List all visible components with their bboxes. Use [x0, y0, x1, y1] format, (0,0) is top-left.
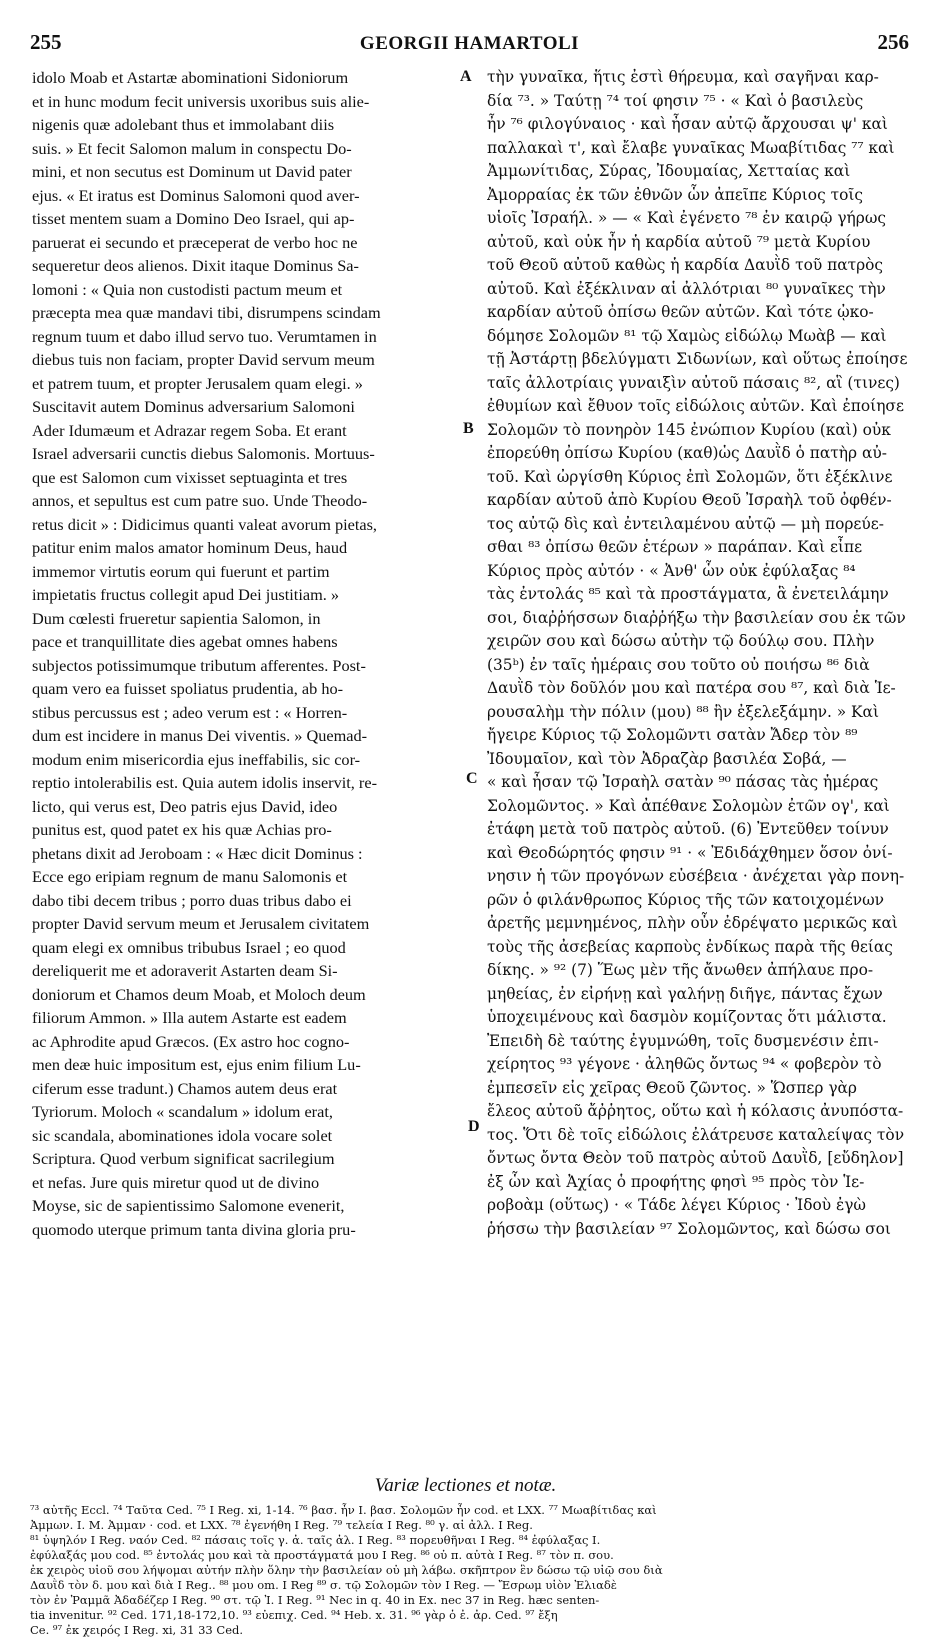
latin-text-line: Ecce ego eripiam regnum de manu Salomonis et [32, 867, 348, 886]
latin-text-line: suis. » Et fecit Salomon malum in conspectu Do- [32, 138, 352, 158]
notes-block [30, 1503, 910, 1638]
greek-text-line: Σολομῶν τὸ πονηρὸν 145 ἐνώπιον Κυρίου (καὶ) οὐκ [487, 420, 891, 439]
latin-text-line: patitur enim malos amator hominum Deus, haud [32, 538, 348, 557]
latin-text-line: filiorum Ammon. » Illa autem Astarte est eadem [32, 1008, 347, 1027]
latin-text-line: quomodo uterque primum tanta divina gloria pru- [32, 1219, 356, 1239]
greek-text-line: παλλακαὶ τ', καὶ ἔλαβε γυναῖκας Μωαβίτιδας ⁷⁷ καὶ [487, 138, 895, 157]
note-line: τὸν ἐν Ῥαμμᾶ Ἀδαδέζερ I Reg. ⁹⁰ στ. τῷ Ἰ. I Reg. ⁹¹ Nec in q. 40 in Ex. nec 37 in Reg. hæc senten- [30, 1593, 600, 1607]
greek-text-line: τῇ Ἀστάρτῃ βδελύγματι Σιδωνίων, καὶ οὕτως ἐποίησε [487, 350, 908, 368]
greek-text-line: ἦν ⁷⁶ φιλογύναιος · καὶ ἦσαν αὐτῷ ἄρχουσαι ψ' καὶ [487, 115, 888, 133]
latin-text-line: sic scandala, abominationes idola vocare solet [32, 1125, 333, 1145]
note-line: ἐκ χειρὸς υἱοῦ σου λήψομαι αὐτήν πλὴν ὅλην τὴν βασιλείαν οὐ μὴ λάβω. σκῆπτρον ἓν δώσω τῷ υἱῷ σου διὰ [30, 1563, 663, 1577]
greek-text-line: υἱοῖς Ἰσραήλ. » — « Καὶ ἐγένετο ⁷⁸ ἐν καιρῷ γήρως [487, 209, 886, 227]
note-line: Ce. ⁹⁷ ἐκ χειρός I Reg. xi, 31 33 Ced. [30, 1623, 244, 1637]
greek-text-line: ροβοὰμ (οὕτως) · « Τάδε λέγει Κύριος · Ἰδοὺ ἐγὼ [487, 1196, 866, 1214]
latin-text-line: nigenis quæ adolebant thus et immolabant diis [32, 115, 335, 134]
latin-text-line: modum enim misericordia ejus ineffabilis, sic cor- [32, 749, 361, 769]
greek-text-line: ὄντως ὄντα Θεὸν τοῦ πατρὸς αὐτοῦ Δαυῒδ, [εὔδηλον] [487, 1149, 904, 1167]
greek-text-line: καρδίαν αὐτοῦ ὀπίσω θεῶν αὐτῶν. Καὶ τότε ᾠκο- [487, 303, 874, 321]
latin-text-line: propter David servum meum et Jerusalem civitatem [32, 914, 370, 933]
section-marker-c: C [466, 770, 478, 787]
latin-text-line: reptio intolerabilis est. Quia autem idolis inservit, re- [32, 773, 377, 792]
greek-text-line: ἤγειρε Κύριος τῷ Σολομῶντι σατὰν Ἄδερ τὸν ⁸⁹ [487, 726, 858, 744]
note-line: tia invenitur. ⁹² Ced. 171,18-172,10. ⁹³ εὐεπιχ. Ced. ⁹⁴ Heb. x. 31. ⁹⁶ γὰρ ὁ ἐ. ἀρ. Ced. ⁹⁷ ἔξη [30, 1608, 558, 1622]
latin-text-line: Israel adversarii cunctis diebus Salomonis. Mortuus- [32, 444, 375, 463]
latin-text-line: retus dicit » : Didicimus quanti valeat avorum pietas, [32, 514, 377, 534]
greek-text-line: νησιν ἡ τῶν προγόνων εὐσέβεια · ἀνέχεται γὰρ πονη- [487, 867, 905, 885]
latin-text-line: men deæ huic impositum est, ejus enim filium Lu- [32, 1055, 361, 1074]
latin-text-line: Moyse, sic de sapientissimo Salomone evenerit, [32, 1196, 345, 1215]
greek-text-line: τοῦ. Καὶ ὠργίσθη Κύριος ἐπὶ Σολομῶν, ὅτι ἐξέκλινε [487, 467, 893, 486]
latin-column [32, 66, 457, 1241]
section-marker-a: A [460, 68, 472, 85]
greek-text-line: σθαι ⁸³ ὀπίσω θεῶν ἑτέρων » παράπαν. Καὶ εἶπε [487, 538, 863, 556]
latin-text-line: idolo Moab et Astartæ abominationi Sidoniorum [32, 68, 349, 87]
latin-text-line: ciferum esse tradunt.) Chamos autem deus erat [32, 1078, 338, 1098]
section-marker-d: D [468, 1118, 480, 1135]
greek-text-line: σοι, διαῤῥήσσων διαῤῥήξω τὴν βασιλείαν σου ἐκ τῶν [487, 608, 906, 627]
latin-text-line: dabo tibi decem tribus ; porro duas tribus dabo ei [32, 890, 352, 910]
latin-text-line: Suscitavit autem Dominus adversarium Salomoni [32, 397, 355, 416]
latin-text-line: Dum cœlesti frueretur sapientia Salomon, in [32, 608, 321, 628]
greek-text-line: ἐτάφη μετὰ τοῦ πατρὸς αὐτοῦ. (6) Ἐντεῦθεν τοίνυν [487, 820, 889, 838]
greek-text-line: ὑποχειμένους καὶ δασμὸν κομίζοντας ὅτι μάλιστα. [487, 1008, 887, 1026]
latin-text-line: mini, et non secutus est Dominum ut David pater [32, 162, 352, 181]
greek-column [487, 66, 909, 1241]
greek-text-line: δόμησε Σολομῶν ⁸¹ τῷ Χαμὼς εἰδώλῳ Μωὰβ — καὶ [487, 326, 887, 345]
latin-text-line: immemor virtutis eorum qui fuerunt et partim [32, 561, 330, 581]
latin-text-line: et patrem tuum, et propter Jerusalem quam elegi. » [32, 373, 363, 393]
latin-text-line: Tyriorum. Moloch « scandalum » idolum erat, [32, 1102, 333, 1121]
latin-text-line: quam elegi ex omnibus tribubus Israel ; eo quod [32, 937, 346, 957]
greek-text-line: ἐθυμίων καὶ ἔθυον τοῖς εἰδώλοις αὐτῶν. Καὶ ἐποίησε [487, 397, 904, 415]
page-header [30, 30, 909, 62]
greek-text-line: Σολομῶντος. » Καὶ ἀπέθανε Σολομὼν ἐτῶν ογ', καὶ [487, 796, 890, 815]
latin-text-line: et in hunc modum fecit universis uxoribus suis alie- [32, 91, 370, 111]
latin-text-line: impietatis fructus collegit apud Dei justitiam. » [32, 585, 340, 604]
running-title: GEORGII HAMARTOLI [359, 33, 580, 54]
greek-text-line: Δαυῒδ τὸν δοῦλόν μου καὶ πατέρα σου ⁸⁷, καὶ διὰ Ἱε- [487, 679, 896, 697]
greek-text-line: ρουσαλὴμ τὴν πόλιν (μου) ⁸⁸ ἣν ἐξελεξάμην. » Καὶ [487, 702, 879, 721]
greek-text-line: Ἀμμωνίτιδας, Σύρας, Ἰδουμαίας, Χετταίας καὶ [487, 162, 851, 180]
latin-text-line: diebus tuis non faciam, propter David servum meum [32, 350, 375, 369]
greek-text-line: Ἐπειδὴ δὲ ταύτης ἐγυμνώθη, τοῖς δυσμενέσιν ἐπι- [487, 1031, 879, 1050]
greek-text-line: ἐπορεύθη ὀπίσω Κυρίου (καθ)ὡς Δαυῒδ ὁ πατὴρ αὐ- [487, 444, 887, 462]
latin-text-line: præcepta mea quæ mandavi tibi, disrumpens scindam [32, 303, 381, 322]
note-line: ⁷³ αὐτῆς Eccl. ⁷⁴ Ταῦτα Ced. ⁷⁵ I Reg. xi, 1-14. ⁷⁶ βασ. ἦν I. βασ. Σολομῶν ἦν cod. et LXX. ⁷⁷ Μωαβίτιδας καὶ [30, 1503, 657, 1517]
page-number-right: 256 [877, 30, 909, 54]
greek-text-line: αὐτοῦ. Καὶ ἐξέκλιναν αἱ ἀλλότριαι ⁸⁰ γυναῖκες τὴν [487, 279, 886, 298]
greek-text-line: δίκης. » ⁹² (7) Ἕως μὲν τῆς ἄνωθεν ἀπήλαυε προ- [487, 961, 874, 979]
latin-text-line: ejus. « Et iratus est Dominus Salomoni quod aver- [32, 185, 360, 205]
greek-text-line: τοὺς τῆς ἀσεβείας καρποὺς ἐνδίκως παρὰ τῆς θείας [487, 937, 893, 956]
latin-text-line: sequeretur deos alienos. Dixit itaque Dominus Sa- [32, 256, 359, 275]
latin-text-line: doniorum et Chamos deum Moab, et Moloch deum [32, 984, 366, 1004]
note-line: Ἀμμων. I. M. Ἀμμαν · cod. et LXX. ⁷⁸ ἐγενήθη I Reg. ⁷⁹ τελεία I Reg. ⁸⁰ γ. αἱ ἀλλ. I Reg. [30, 1518, 533, 1532]
latin-text-line: regnum tuum et dabo illud servo tuo. Verumtamen in [32, 326, 377, 346]
latin-text-line: punitus est, quod patet ex his quæ Achias pro- [32, 820, 332, 839]
greek-text-line: Ἀμορραίας ἐκ τῶν ἐθνῶν ὧν ἀπεῖπε Κύριος τοῖς [487, 185, 864, 204]
greek-text-line: Ἰδουμαῖον, καὶ τὸν Ἀδραζὰρ βασιλέα Σοβά, — [487, 749, 847, 768]
note-line: ἐφύλαξάς μου cod. ⁸⁵ ἐντολάς μου καὶ τὰ προστάγματά μου I Reg. ⁸⁶ οὐ π. αὐτὰ I Reg. ⁸⁷ τὸν π. σου. [30, 1548, 614, 1562]
greek-text-line: τοῦ Θεοῦ αὐτοῦ καθὼς ἡ καρδία Δαυῒδ τοῦ πατρὸς [487, 256, 884, 274]
greek-text-line: ἐμπεσεῖν εἰς χεῖρας Θεοῦ ζῶντος. » Ὥσπερ γὰρ [487, 1078, 857, 1097]
greek-text-line: ἀρετῆς μεμνημένος, πλὴν οὖν ἐδρέψατο μερικῶς καὶ [487, 914, 898, 932]
latin-text-line: subjectos potissimumque tributum afferentes. Post- [32, 655, 366, 675]
latin-text-line: paruerat ei secundo et præceperat de verbo hoc ne [32, 232, 358, 252]
latin-text-line: stibus percussus est ; adeo verum est : « Horren- [32, 702, 348, 722]
greek-text-line: καρδίαν αὐτοῦ ἀπὸ Κυρίου Θεοῦ Ἰσραὴλ τοῦ ὀφθέν- [487, 491, 892, 509]
greek-text-line: αὐτοῦ, καὶ οὐκ ἦν ἡ καρδία αὐτοῦ ⁷⁹ μετὰ Κυρίου [487, 232, 871, 251]
greek-text-line: χειρῶν σου καὶ δώσω αὐτὴν τῷ δούλῳ σου. Πλὴν [487, 632, 875, 650]
latin-text-line: tisset mentem suam a Domino Deo Israel, qui ap- [32, 209, 355, 228]
latin-text-line: licto, qui verus est, Deo patris ejus David, ideo [32, 796, 338, 816]
note-line: Δαυῒδ τὸν δ. μου καὶ διὰ I Reg.. ⁸⁸ μου om. I Reg ⁸⁹ σ. τῷ Σολομῶν τὸν I Reg. — Ἔσρωμ υἱὸν Ἐλιαδὲ [30, 1578, 617, 1592]
latin-text-line: ac Aphrodite apud Græcos. (Ex astro hoc cogno- [32, 1031, 350, 1051]
greek-text-line: τος αὐτῷ δὶς καὶ ἐντειλαμένου αὐτῷ — μὴ πορεύε- [487, 514, 884, 533]
latin-text-line: quam vero ea fuisset spoliatus prudentia, ab ho- [32, 679, 344, 698]
greek-text-line: ἔλεος αὐτοῦ ἄῤῥητος, οὕτω καὶ ἡ κόλασις ἀνυπόστα- [487, 1102, 904, 1120]
notes-heading: Variæ lectiones et notæ. [374, 1475, 557, 1496]
latin-text-line: lomoni : « Quia non custodisti pactum meum et [32, 279, 343, 299]
greek-text-line: τὴν γυναῖκα, ἥτις ἐστὶ θήρευμα, καὶ σαγῆναι καρ- [487, 68, 879, 86]
greek-text-line: (35ᵇ) ἐν ταῖς ἡμέραις σου τοῦτο οὐ ποιήσω ⁸⁶ διὰ [487, 655, 870, 674]
greek-text-line: ῥήσσω τὴν βασιλείαν ⁹⁷ Σολομῶντος, καὶ δώσω σοι [487, 1219, 891, 1238]
greek-text-line: μηθείας, ἐν εἰρήνῃ καὶ γαλήνῃ διῆγε, πάντας ἔχων [487, 984, 883, 1003]
latin-text-line: pace et tranquillitate dies agebat omnes habens [32, 632, 338, 651]
latin-text-line: Ader Idumæum et Adrazar regem Soba. Et erant [32, 420, 347, 440]
latin-text-line: phetans dixit ad Jeroboam : « Hæc dicit Dominus : [32, 843, 363, 863]
greek-text-line: τὰς ἐντολάς ⁸⁵ καὶ τὰ προστάγματα, ἃ ἐνετειλάμην [487, 585, 889, 603]
latin-text-line: Scriptura. Quod verbum significat sacrilegium [32, 1149, 335, 1168]
note-line: ⁸¹ ὑψηλόν I Reg. ναόν Ced. ⁸² πάσαις τοῖς γ. ἀ. ταῖς ἀλ. I Reg. ⁸³ πορευθῆναι I Reg. ⁸⁴ ἐφύλαξας I. [30, 1533, 601, 1547]
greek-text-line: δία ⁷³. » Ταύτῃ ⁷⁴ τοί φησιν ⁷⁵ · « Καὶ ὁ βασιλεὺς [487, 91, 864, 110]
greek-text-line: ταῖς ἀλλοτρίαις γυναιξὶν αὐτοῦ πάσαις ⁸², αἳ (τινες) [487, 373, 900, 392]
latin-text-line: que est Salomon cum vixisset septuaginta et tres [32, 467, 348, 487]
greek-text-line: Κύριος πρὸς αὐτόν · « Ἀνθ' ὧν οὐκ ἐφύλαξας ⁸⁴ [487, 561, 856, 580]
greek-text-line: χείρητος ⁹³ γέγονε · ἀληθῶς ὄντως ⁹⁴ « φοβερὸν τὸ [487, 1055, 882, 1073]
page-number-left: 255 [30, 30, 62, 54]
latin-text-line: dereliquerit me et adoraverit Astarten deam Si- [32, 961, 338, 980]
greek-text-line: τος. Ὅτι δὲ τοῖς εἰδώλοις ἐλάτρευσε καταλείψας τὸν [487, 1125, 905, 1144]
latin-text-line: annos, et sepultus est cum patre suo. Unde Theodo- [32, 491, 368, 510]
greek-text-line: « καὶ ἦσαν τῷ Ἰσραὴλ σατὰν ⁹⁰ πάσας τὰς ἡμέρας [487, 773, 879, 791]
section-marker-b: B [463, 420, 474, 437]
latin-text-line: et nefas. Jure quis miretur quod ut de divino [32, 1172, 320, 1192]
latin-text-line: dum est incidere in manus Dei viventis. » Quemad- [32, 726, 368, 745]
greek-text-line: ρῶν ὁ φιλάνθρωπος Κύριος τῆς τῶν κατοιχομένων [487, 890, 885, 909]
greek-text-line: ἐξ ὧν καὶ Ἀχίας ὁ προφήτης φησὶ ⁹⁵ πρὸς τὸν Ἱε- [487, 1172, 865, 1191]
greek-text-line: καὶ Θεοδώρητός φησιν ⁹¹ · « Ἐδιδάχθημεν ὅσον ὀνί- [487, 843, 893, 862]
